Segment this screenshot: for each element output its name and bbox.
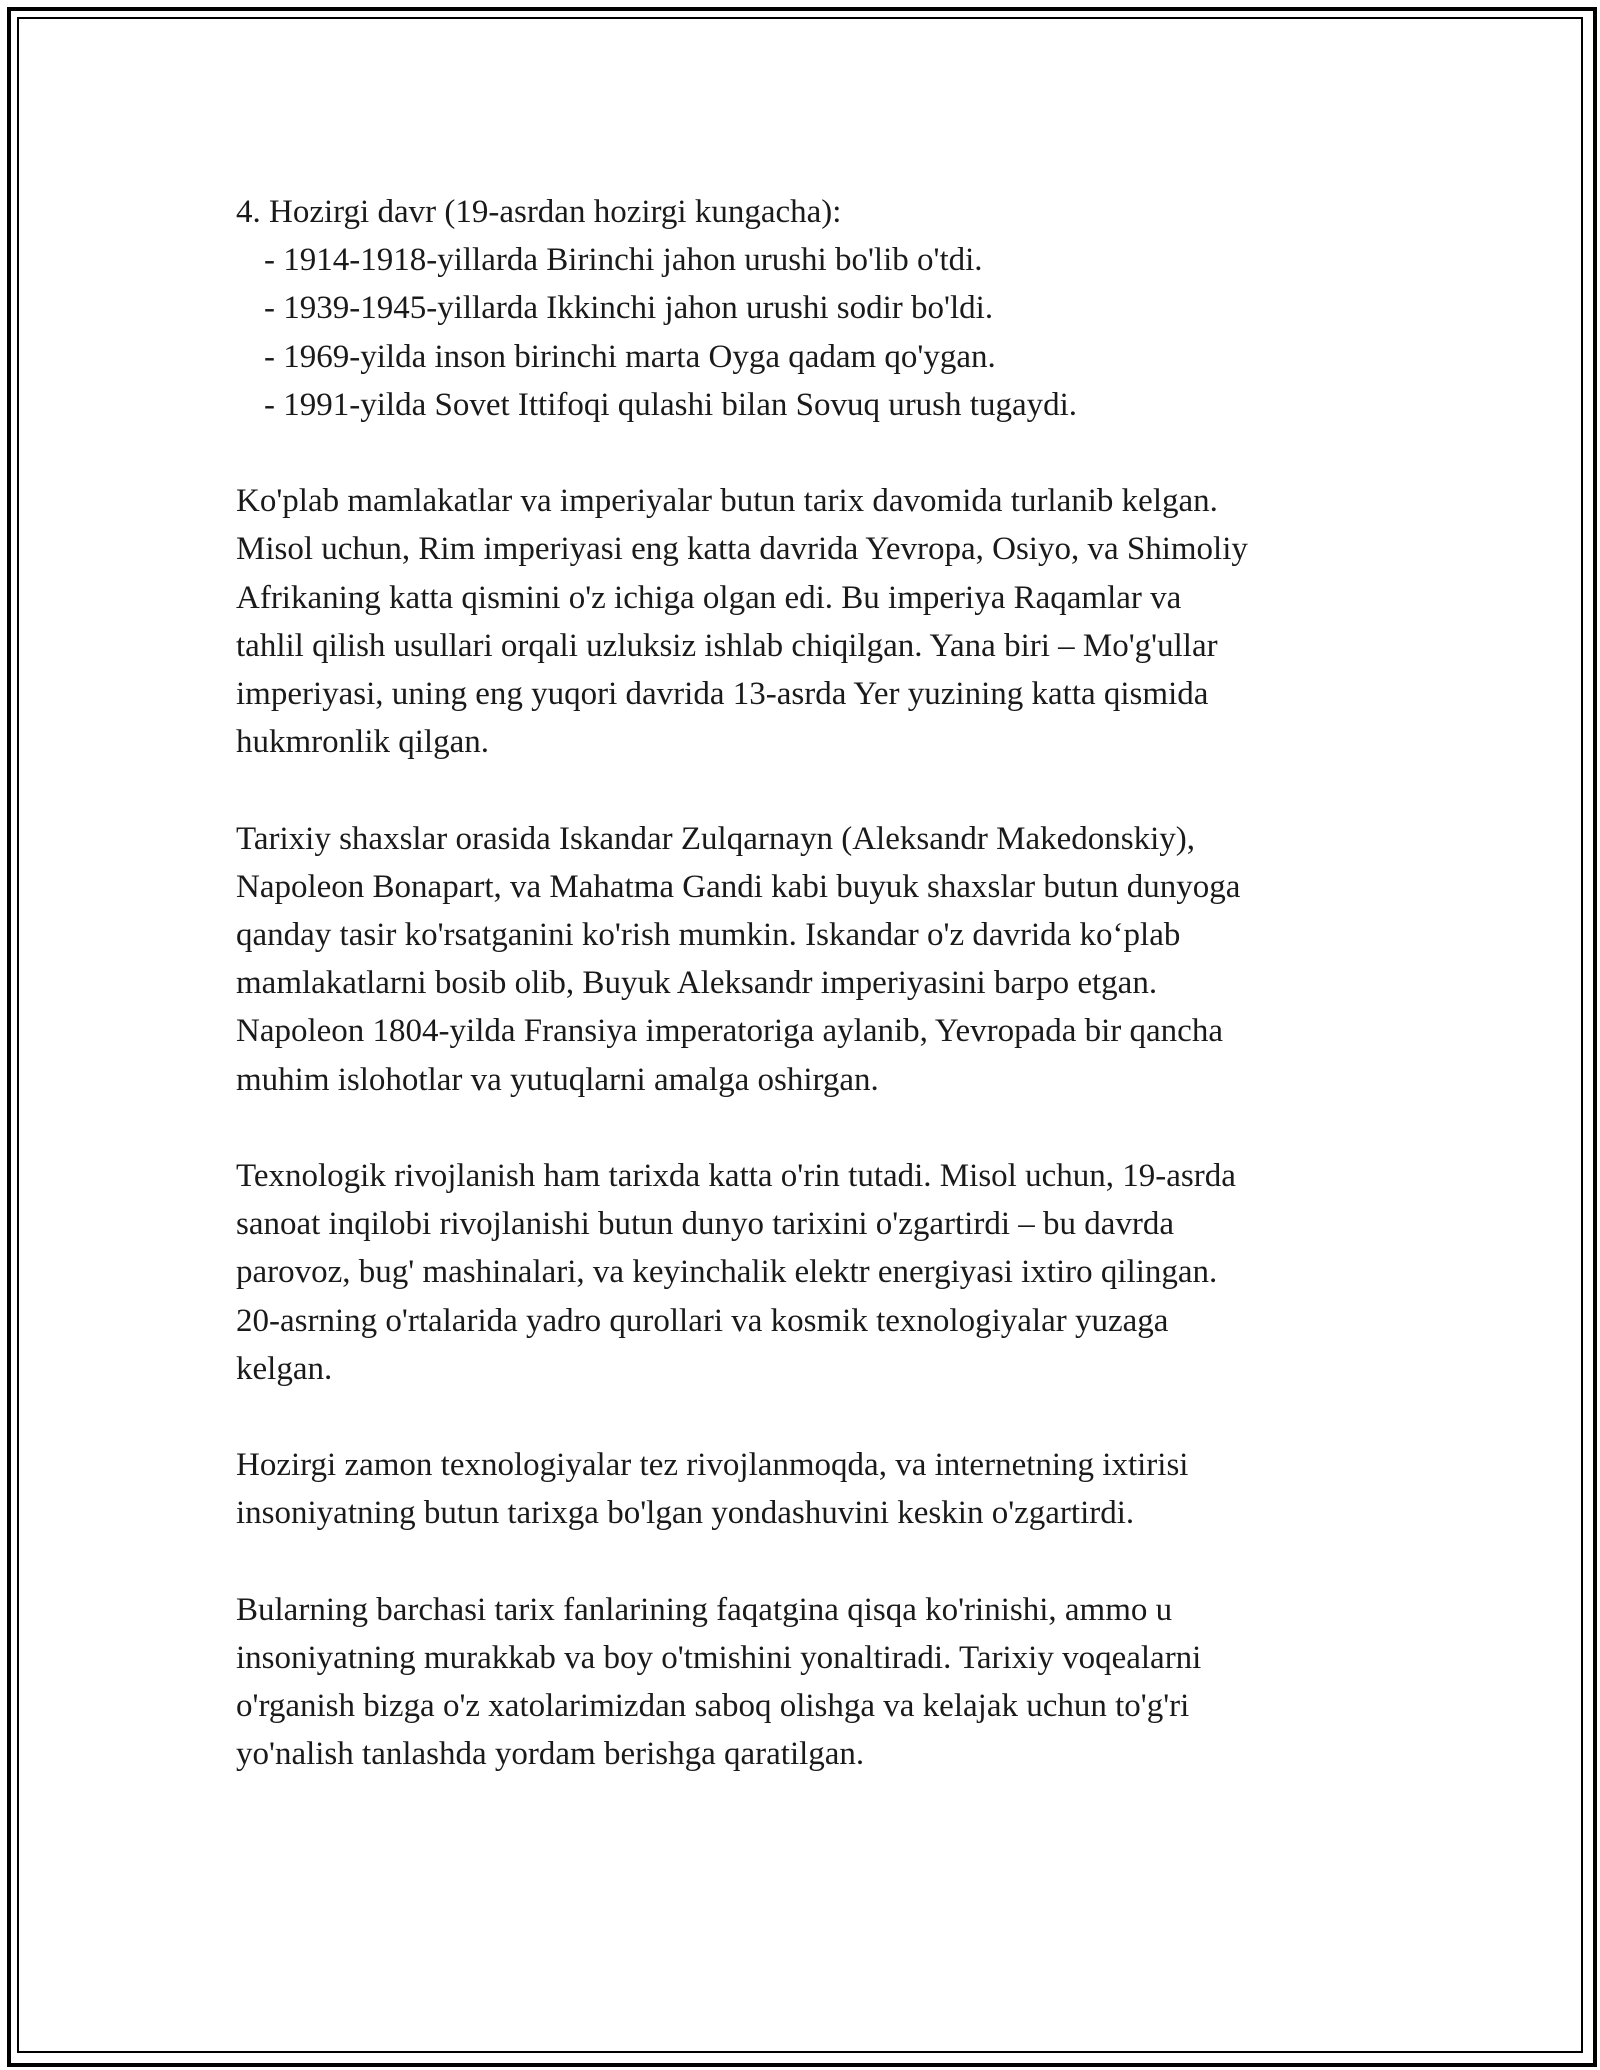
paragraph-spacer xyxy=(236,1104,1416,1152)
list-item: - 1991-yilda Sovet Ittifoqi qulashi bilan Sovuq urush tugaydi. xyxy=(264,386,1078,423)
paragraph-line: Napoleon 1804-yilda Fransiya imperatoriga aylanib, Yevropada bir qancha xyxy=(236,1013,1223,1050)
section-period-list xyxy=(236,188,1416,429)
paragraph-line: imperiyasi, uning eng yuqori davrida 13-asrda Yer yuzining katta qismida xyxy=(236,676,1209,713)
list-item: - 1939-1945-yillarda Ikkinchi jahon urushi sodir bo'ldi. xyxy=(264,290,994,327)
paragraph-historical-figures xyxy=(236,815,1416,1104)
paragraph-line: Ko'plab mamlakatlar va imperiyalar butun tarix davomida turlanib kelgan. xyxy=(236,483,1218,520)
paragraph-line: insoniyatning murakkab va boy o'tmishini yonaltiradi. Tarixiy voqealarni xyxy=(236,1640,1202,1677)
paragraph-line: mamlakatlarni bosib olib, Buyuk Aleksandr imperiyasini barpo etgan. xyxy=(236,965,1158,1002)
document-body xyxy=(236,188,1416,1779)
paragraph-line: Texnologik rivojlanish ham tarixda katta o'rin tutadi. Misol uchun, 19-asrda xyxy=(236,1158,1236,1195)
paragraph-line: tahlil qilish usullari orqali uzluksiz ishlab chiqilgan. Yana biri – Mo'g'ullar xyxy=(236,627,1218,664)
paragraph-line: o'rganish bizga o'z xatolarimizdan saboq olishga va kelajak uchun to'g'ri xyxy=(236,1688,1190,1725)
paragraph-line: yo'nalish tanlashda yordam berishga qaratilgan. xyxy=(236,1736,865,1773)
paragraph-line: sanoat inqilobi rivojlanishi butun dunyo tarixini o'zgartirdi – bu davrda xyxy=(236,1206,1175,1243)
paragraph-spacer xyxy=(236,1538,1416,1586)
paragraph-line: Napoleon Bonapart, va Mahatma Gandi kabi buyuk shaxslar butun dunyoga xyxy=(236,868,1241,905)
section-heading: 4. Hozirgi davr (19-asrdan hozirgi kungacha): xyxy=(236,194,842,230)
paragraph-conclusion xyxy=(236,1586,1416,1779)
list-item: - 1969-yilda inson birinchi marta Oyga qadam qo'ygan. xyxy=(264,338,996,375)
paragraph-technology xyxy=(236,1152,1416,1393)
paragraph-line: Afrikaning katta qismini o'z ichiga olgan edi. Bu imperiya Raqamlar va xyxy=(236,579,1182,616)
paragraph-line: parovoz, bug' mashinalari, va keyinchalik elektr energiyasi ixtiro qilingan. xyxy=(236,1254,1218,1291)
paragraph-line: muhim islohotlar va yutuqlarni amalga oshirgan. xyxy=(236,1061,879,1098)
paragraph-line: Tarixiy shaxslar orasida Iskandar Zulqarnayn (Aleksandr Makedonskiy), xyxy=(236,820,1195,857)
paragraph-empires xyxy=(236,477,1416,766)
paragraph-line: hukmronlik qilgan. xyxy=(236,724,489,761)
paragraph-modern-technology xyxy=(236,1441,1416,1537)
paragraph-line: Misol uchun, Rim imperiyasi eng katta davrida Yevropa, Osiyo, va Shimoliy xyxy=(236,531,1248,568)
list-item: - 1914-1918-yillarda Birinchi jahon urushi bo'lib o'tdi. xyxy=(264,242,983,279)
paragraph-line: Bularning barchasi tarix fanlarining faqatgina qisqa ko'rinishi, ammo u xyxy=(236,1591,1173,1628)
paragraph-spacer xyxy=(236,429,1416,477)
paragraph-spacer xyxy=(236,766,1416,814)
paragraph-line: 20-asrning o'rtalarida yadro qurollari va kosmik texnologiyalar yuzaga xyxy=(236,1302,1169,1339)
paragraph-line: insoniyatning butun tarixga bo'lgan yondashuvini keskin o'zgartirdi. xyxy=(236,1495,1135,1532)
paragraph-line: Hozirgi zamon texnologiyalar tez rivojlanmoqda, va internetning ixtirisi xyxy=(236,1447,1189,1484)
paragraph-line: qanday tasir ko'rsatganini ko'rish mumkin. Iskandar o'z davrida ko‘plab xyxy=(236,917,1181,954)
paragraph-spacer xyxy=(236,1393,1416,1441)
paragraph-line: kelgan. xyxy=(236,1350,333,1387)
